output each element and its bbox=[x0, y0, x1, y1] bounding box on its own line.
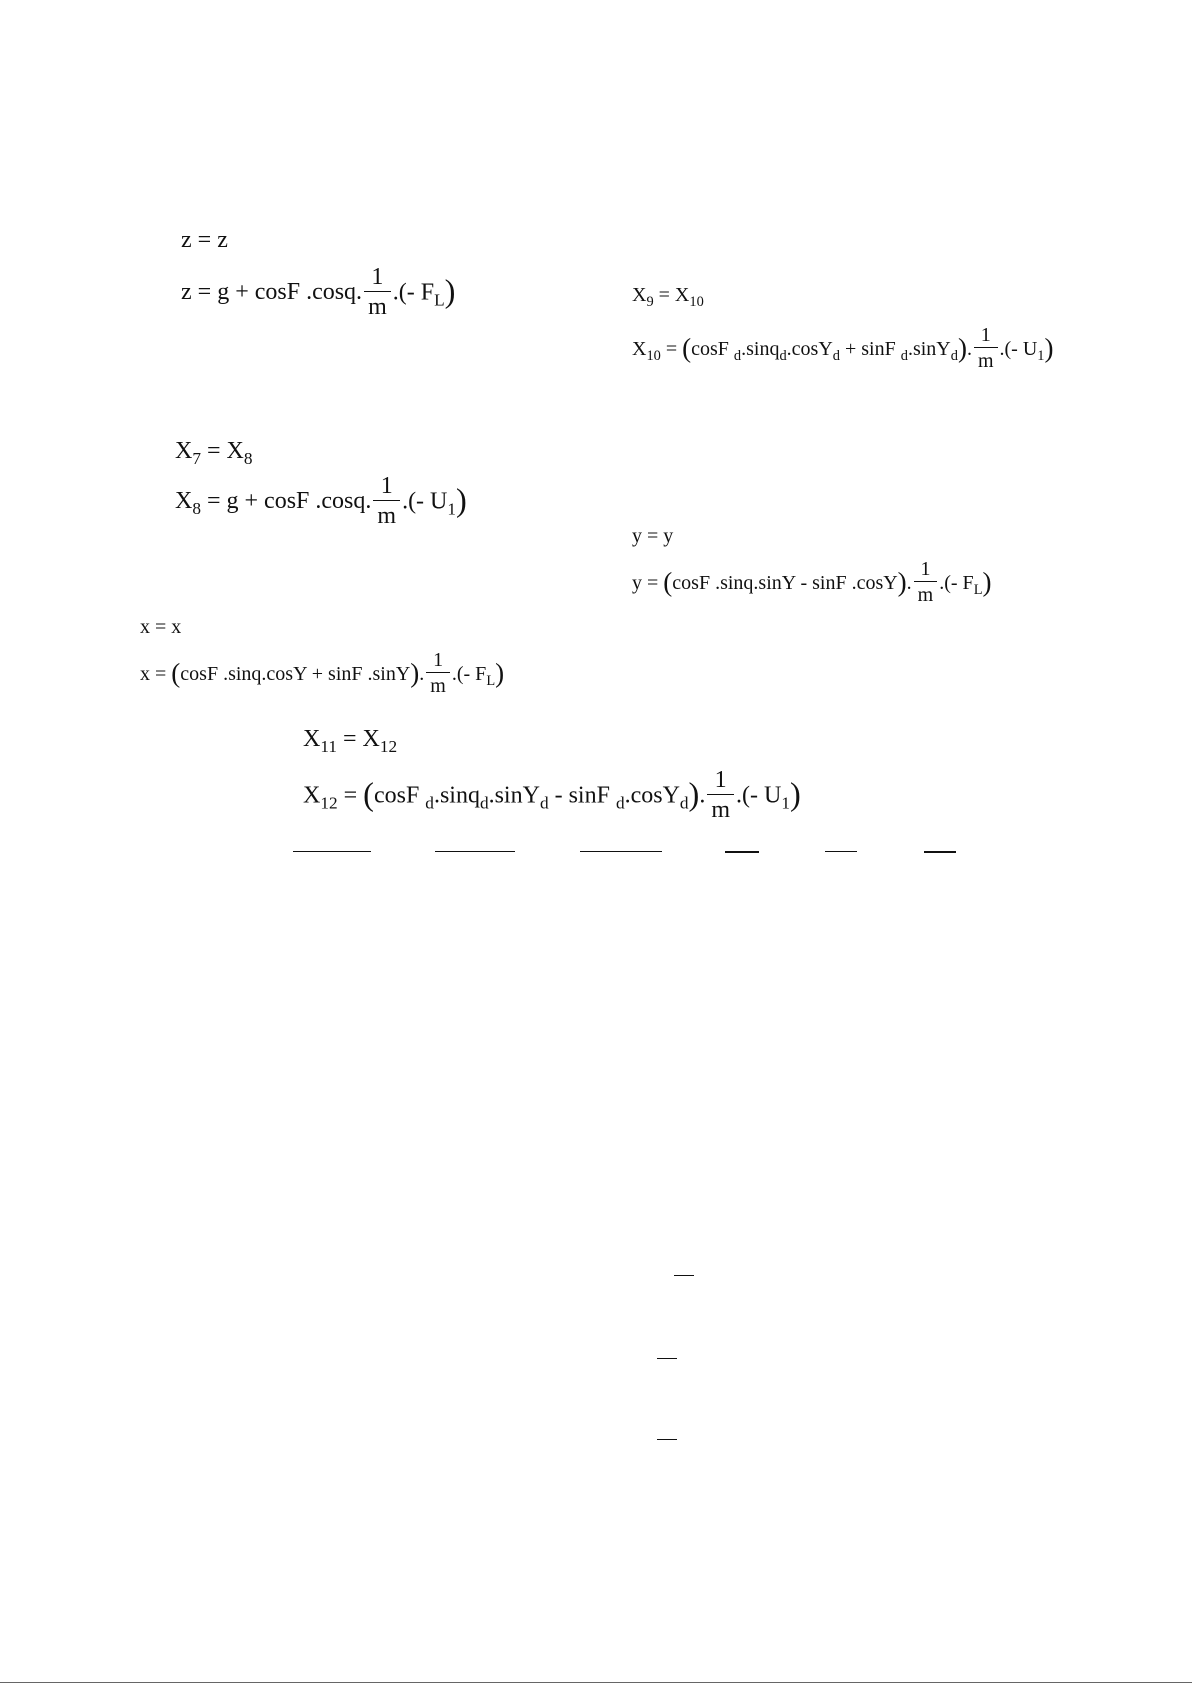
fraction bbox=[426, 650, 450, 696]
paren-close: ) bbox=[1044, 332, 1054, 363]
paren-close: ) bbox=[410, 657, 420, 688]
paren-close: ) bbox=[897, 566, 907, 597]
term: . bbox=[906, 571, 912, 594]
term: .sinq bbox=[741, 337, 780, 360]
term: .sinY bbox=[488, 782, 540, 809]
var: X bbox=[175, 488, 193, 514]
paren-close: ) bbox=[444, 273, 456, 310]
subscript: 1 bbox=[781, 793, 790, 813]
subscript: d bbox=[950, 347, 958, 364]
equation-z-line2 bbox=[181, 265, 455, 319]
term: cosF bbox=[691, 337, 734, 360]
subscript: 1 bbox=[1037, 347, 1045, 364]
denominator: m bbox=[977, 350, 994, 372]
equation-text: x = x bbox=[140, 616, 182, 638]
subscript: d bbox=[900, 347, 908, 364]
equation-x8-line2 bbox=[175, 474, 467, 528]
equation-x12-line2 bbox=[303, 768, 801, 822]
subscript: 11 bbox=[320, 737, 337, 757]
denominator: m bbox=[430, 675, 446, 697]
term: .cosY bbox=[786, 337, 833, 360]
term: x = bbox=[140, 662, 172, 685]
equation-text bbox=[402, 482, 467, 519]
numerator: 1 bbox=[426, 650, 450, 673]
term: .(- F bbox=[451, 662, 487, 685]
subscript: L bbox=[434, 290, 445, 310]
term: .(- U bbox=[402, 488, 448, 515]
denominator: m bbox=[711, 797, 731, 823]
equation-x11-line1 bbox=[303, 726, 398, 757]
equation-text: = X bbox=[336, 726, 380, 752]
paren-close: ) bbox=[495, 657, 505, 688]
numerator: 1 bbox=[364, 265, 391, 292]
denominator: m bbox=[377, 503, 397, 529]
fraction bbox=[914, 559, 938, 605]
overbar-mark bbox=[657, 1439, 677, 1440]
paren-open: ( bbox=[171, 657, 181, 688]
term: .cosY bbox=[624, 782, 680, 809]
equation-text bbox=[392, 273, 456, 310]
denominator: m bbox=[917, 584, 934, 606]
overbar-mark bbox=[580, 851, 662, 852]
subscript: 12 bbox=[320, 793, 338, 813]
term: - sinF bbox=[548, 782, 616, 809]
paren-close: ) bbox=[456, 482, 467, 519]
var: X bbox=[632, 284, 647, 306]
equation-x7-line1 bbox=[175, 438, 253, 469]
numerator: 1 bbox=[707, 768, 734, 795]
term: .(- F bbox=[939, 571, 974, 594]
equation-text bbox=[140, 657, 425, 688]
var: X bbox=[632, 337, 647, 360]
equation-text: = X bbox=[200, 438, 244, 464]
term: .sinY bbox=[907, 337, 951, 360]
subscript: d bbox=[779, 347, 787, 364]
subscript: d bbox=[479, 793, 489, 813]
subscript: 1 bbox=[447, 499, 457, 519]
subscript: 12 bbox=[379, 737, 398, 757]
subscript: 10 bbox=[646, 347, 661, 364]
equation-text: z = z bbox=[181, 227, 228, 253]
equation-text: y = y bbox=[632, 525, 674, 547]
term: = bbox=[337, 782, 364, 809]
equation-x10-line2 bbox=[632, 325, 1053, 371]
paren-close: ) bbox=[688, 776, 700, 813]
equation-y-line1 bbox=[632, 526, 673, 546]
equation-term: = bbox=[660, 337, 683, 360]
overbar-mark bbox=[674, 1275, 694, 1276]
subscript: d bbox=[679, 793, 689, 813]
equation-text bbox=[632, 332, 972, 364]
equation-y-line2 bbox=[632, 559, 991, 605]
subscript: d bbox=[733, 347, 742, 364]
var: X bbox=[303, 782, 321, 809]
var: X bbox=[175, 438, 193, 464]
subscript: d bbox=[425, 793, 434, 813]
paren-close: ) bbox=[982, 566, 992, 597]
equation-term: .(- F bbox=[392, 279, 435, 306]
equation-x9-line1 bbox=[632, 284, 704, 311]
equation-text bbox=[175, 488, 372, 519]
equation-text bbox=[736, 776, 801, 813]
subscript: 9 bbox=[646, 294, 654, 311]
subscript: 8 bbox=[192, 499, 201, 519]
term: . bbox=[966, 337, 972, 360]
term: . bbox=[419, 662, 425, 685]
term: y = bbox=[632, 571, 664, 594]
numerator: 1 bbox=[974, 325, 998, 348]
paren-open: ( bbox=[682, 332, 692, 363]
equation-text bbox=[939, 566, 992, 598]
paren-open: ( bbox=[663, 566, 673, 597]
equation-x-line2 bbox=[140, 650, 504, 696]
subscript: 8 bbox=[243, 449, 253, 469]
overbar-mark bbox=[657, 1358, 677, 1359]
equation-text bbox=[451, 657, 505, 689]
equation-z-line1 bbox=[181, 228, 228, 252]
fraction bbox=[707, 768, 734, 822]
term: cosF .sinq.sinY - sinF .cosY bbox=[672, 571, 898, 594]
term: + sinF bbox=[839, 337, 901, 360]
subscript: d bbox=[832, 347, 840, 364]
subscript: d bbox=[539, 793, 549, 813]
numerator: 1 bbox=[373, 474, 400, 501]
term: = g + cosF .cosq. bbox=[200, 488, 372, 514]
numerator: 1 bbox=[914, 559, 938, 582]
subscript: L bbox=[486, 672, 496, 689]
overbar-mark bbox=[825, 851, 857, 852]
subscript: 7 bbox=[192, 449, 201, 469]
paren-close: ) bbox=[789, 776, 801, 813]
overbar-mark bbox=[435, 851, 515, 852]
overbar-mark bbox=[725, 851, 759, 853]
term: .(- U bbox=[999, 337, 1038, 360]
fraction bbox=[364, 265, 391, 319]
paren-close: ) bbox=[957, 332, 967, 363]
fraction bbox=[373, 474, 400, 528]
equation-text bbox=[632, 566, 912, 597]
equation-text bbox=[999, 332, 1054, 364]
term: .sinq bbox=[433, 782, 480, 809]
page-bottom-rule bbox=[0, 1682, 1192, 1683]
term: cosF .sinq.cosY + sinF .sinY bbox=[180, 662, 411, 685]
fraction bbox=[974, 325, 998, 371]
subscript: d bbox=[615, 793, 625, 813]
overbar-mark bbox=[293, 851, 371, 852]
equation-x-line1 bbox=[140, 617, 181, 637]
term: .(- U bbox=[736, 782, 782, 809]
subscript: 10 bbox=[689, 294, 704, 311]
term: cosF bbox=[373, 782, 426, 809]
term: . bbox=[699, 782, 706, 809]
paren-open: ( bbox=[363, 776, 374, 813]
overbar-mark bbox=[924, 851, 956, 853]
subscript: L bbox=[973, 581, 983, 598]
denominator: m bbox=[368, 294, 387, 320]
equation-text: z = g + cosF .cosq. bbox=[181, 279, 363, 305]
var: X bbox=[303, 726, 321, 752]
equation-text: = X bbox=[653, 284, 690, 306]
equation-text bbox=[303, 776, 706, 813]
